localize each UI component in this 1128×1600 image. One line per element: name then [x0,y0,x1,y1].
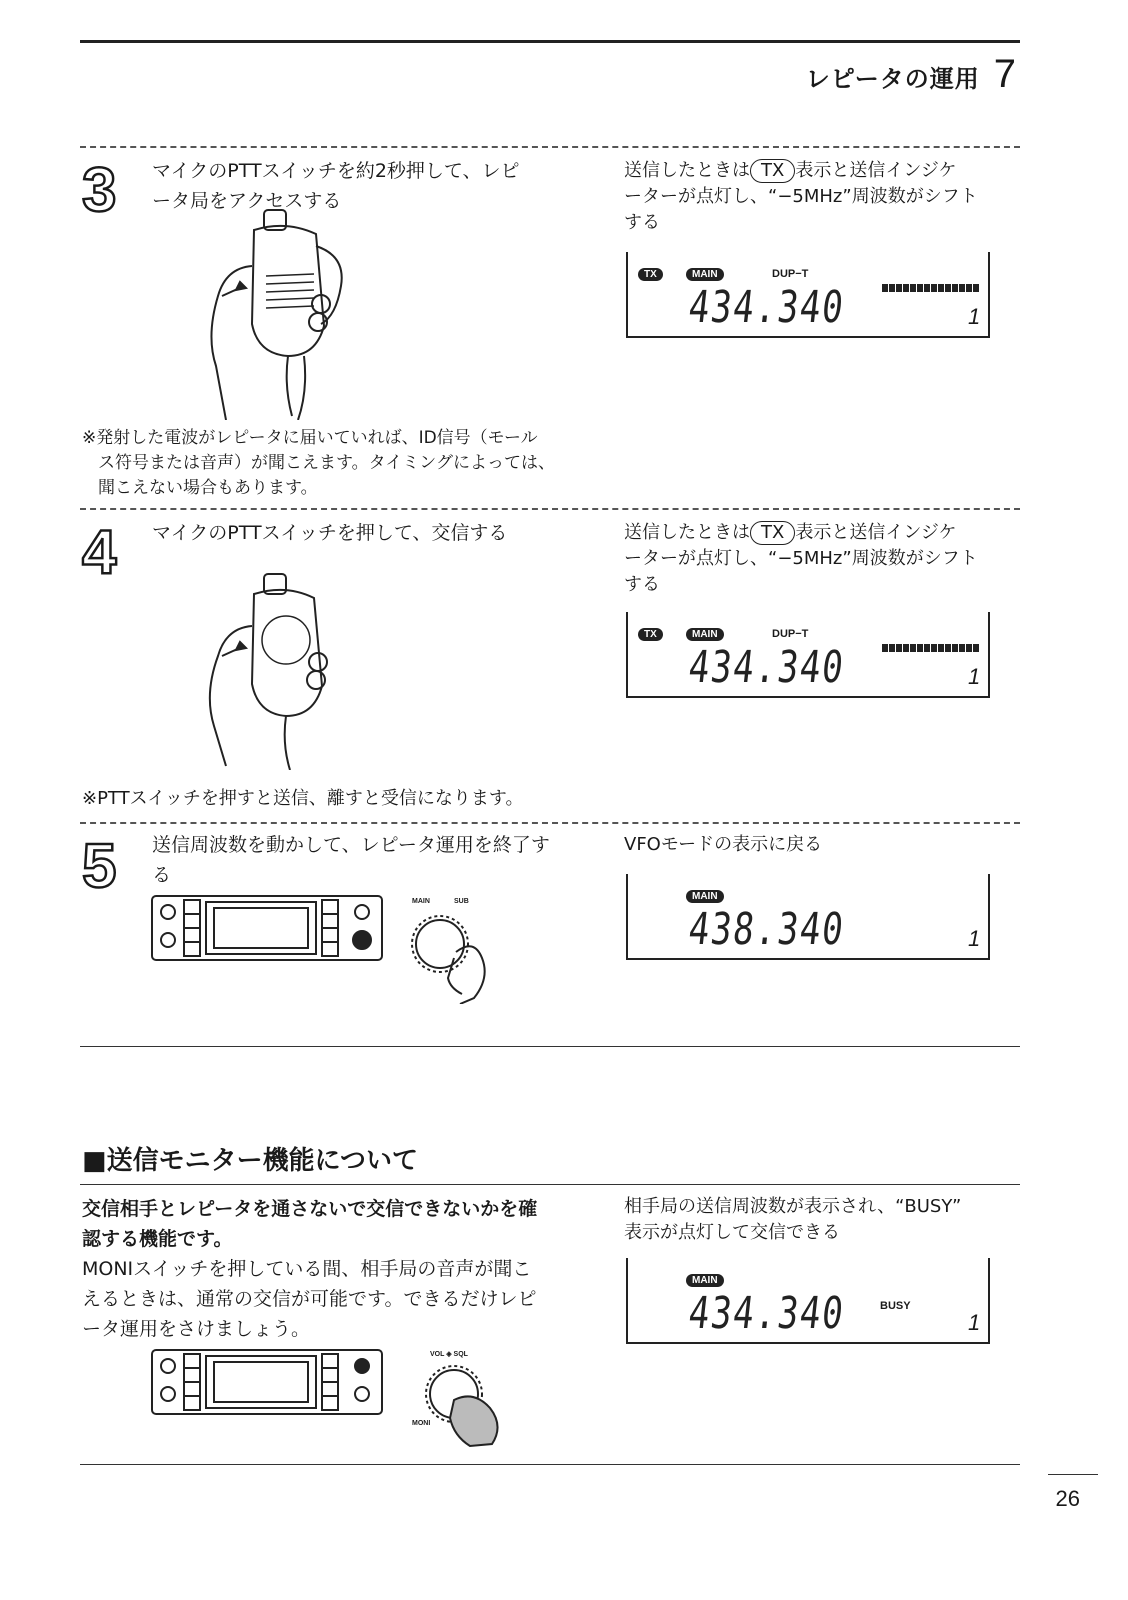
step3-description [624,158,1014,236]
chapter-number: 7 [993,52,1016,96]
tx-badge: TX [638,268,663,281]
step5-description: VFOモードの表示に戻る [624,834,823,855]
chapter-heading [806,52,1016,97]
monitor-description [82,1194,592,1344]
knob-label-moni: MONI [412,1420,431,1427]
main-badge: MAIN [686,628,724,641]
step3-desc-line3: する [624,212,660,233]
step3-note [82,426,602,501]
step3-desc-text: 表示と送信インジケ [795,160,957,181]
step4-note: ※PTTスイッチを押すと送信、離すと受信になります。 [82,788,524,809]
frequency-readout: 438.340 [686,904,848,955]
monitor-body-line2: えるときは、通常の交信が可能です。できるだけレピ [82,1288,537,1310]
step4-desc-line3: する [624,574,660,595]
step4-instruction: マイクのPTTスイッチを押して、交信する [152,522,508,544]
divider [80,146,1020,148]
tx-indicator: TX [750,521,795,545]
monitor-bold-line2: 認する機能です。 [82,1228,233,1250]
note-line2: ス符号または音声）が聞こえます。タイミングによっては、 [98,453,555,473]
section-title: ■送信モニター機能について [82,1146,419,1176]
chapter-title: レピータの運用 [805,65,980,93]
step4-desc-line2: ーターが点灯し、“−5MHz”周波数がシフト [624,548,978,569]
step5-line2: る [152,864,172,886]
footer-rule [80,1464,1020,1465]
knob-label-sub: SUB [454,898,469,905]
step4-desc-text: 送信したときは [624,522,750,543]
monitor-bold-line1: 交信相手とレピータを通さないで交信できないかを確 [82,1198,538,1220]
channel-number: 1 [968,1310,981,1335]
step-number-3: 3 [82,156,117,225]
main-badge: MAIN [686,890,724,903]
step5-instruction [152,830,592,890]
moni-knob-press-icon [414,1360,510,1450]
monitor-result-line2: 表示が点灯して交信できる [624,1222,840,1243]
step3-line2: ータ局をアクセスする [152,190,342,212]
knob-label-vol-sql: VOL ◈ SQL [430,1351,468,1358]
tx-indicator: TX [750,159,795,183]
tuning-knob-icon [404,908,500,1004]
lcd-display [626,252,990,338]
signal-meter [882,644,979,652]
note-line3: 聞こえない場合もあります。 [98,478,318,498]
divider [80,508,1020,510]
lcd-display [626,874,990,960]
monitor-result-line1: 相手局の送信周波数が表示され、“BUSY” [624,1196,962,1217]
step-number-4: 4 [82,518,117,587]
radio-front-panel-illustration [150,894,384,962]
page-number: 26 [1055,1486,1080,1511]
page-number-rule [1048,1474,1098,1475]
radio-front-panel-illustration [150,1348,384,1416]
lcd-display [626,612,990,698]
frequency-readout: 434.340 [686,1288,848,1339]
dup-indicator: DUP−T [772,628,809,640]
microphone-hand-illustration [196,206,346,420]
busy-indicator: BUSY [880,1300,911,1312]
main-badge: MAIN [686,268,724,281]
monitor-body-line1: MONIスイッチを押している間、相手局の音声が聞こ [82,1258,532,1280]
section-title-rule [80,1184,1020,1185]
step4-desc-text: 表示と送信インジケ [795,522,957,543]
lcd-display [626,1258,990,1344]
monitor-result [624,1194,1014,1246]
step3-desc-text: 送信したときは [624,160,750,181]
channel-number: 1 [968,304,981,329]
signal-meter [882,284,979,292]
tx-badge: TX [638,628,663,641]
microphone-hand-illustration [186,570,336,770]
section-rule [80,1046,1020,1047]
step3-desc-line2: ーターが点灯し、“−5MHz”周波数がシフト [624,186,978,207]
step3-line1: マイクのPTTスイッチを約2秒押して、レピ [152,160,520,182]
monitor-body-line3: ータ運用をさけましょう。 [82,1318,311,1340]
knob-label-main: MAIN [412,898,430,905]
channel-number: 1 [968,926,981,951]
frequency-readout: 434.340 [686,282,848,333]
divider [80,822,1020,824]
channel-number: 1 [968,664,981,689]
main-badge: MAIN [686,1274,724,1287]
step5-line1: 送信周波数を動かして、レピータ運用を終了す [152,834,550,856]
frequency-readout: 434.340 [686,642,848,693]
step4-description [624,520,1014,598]
top-rule [80,40,1020,43]
note-line1: ※発射した電波がレピータに届いていれば、ID信号（モール [82,428,538,448]
dup-indicator: DUP−T [772,268,809,280]
step-number-5: 5 [82,832,117,901]
